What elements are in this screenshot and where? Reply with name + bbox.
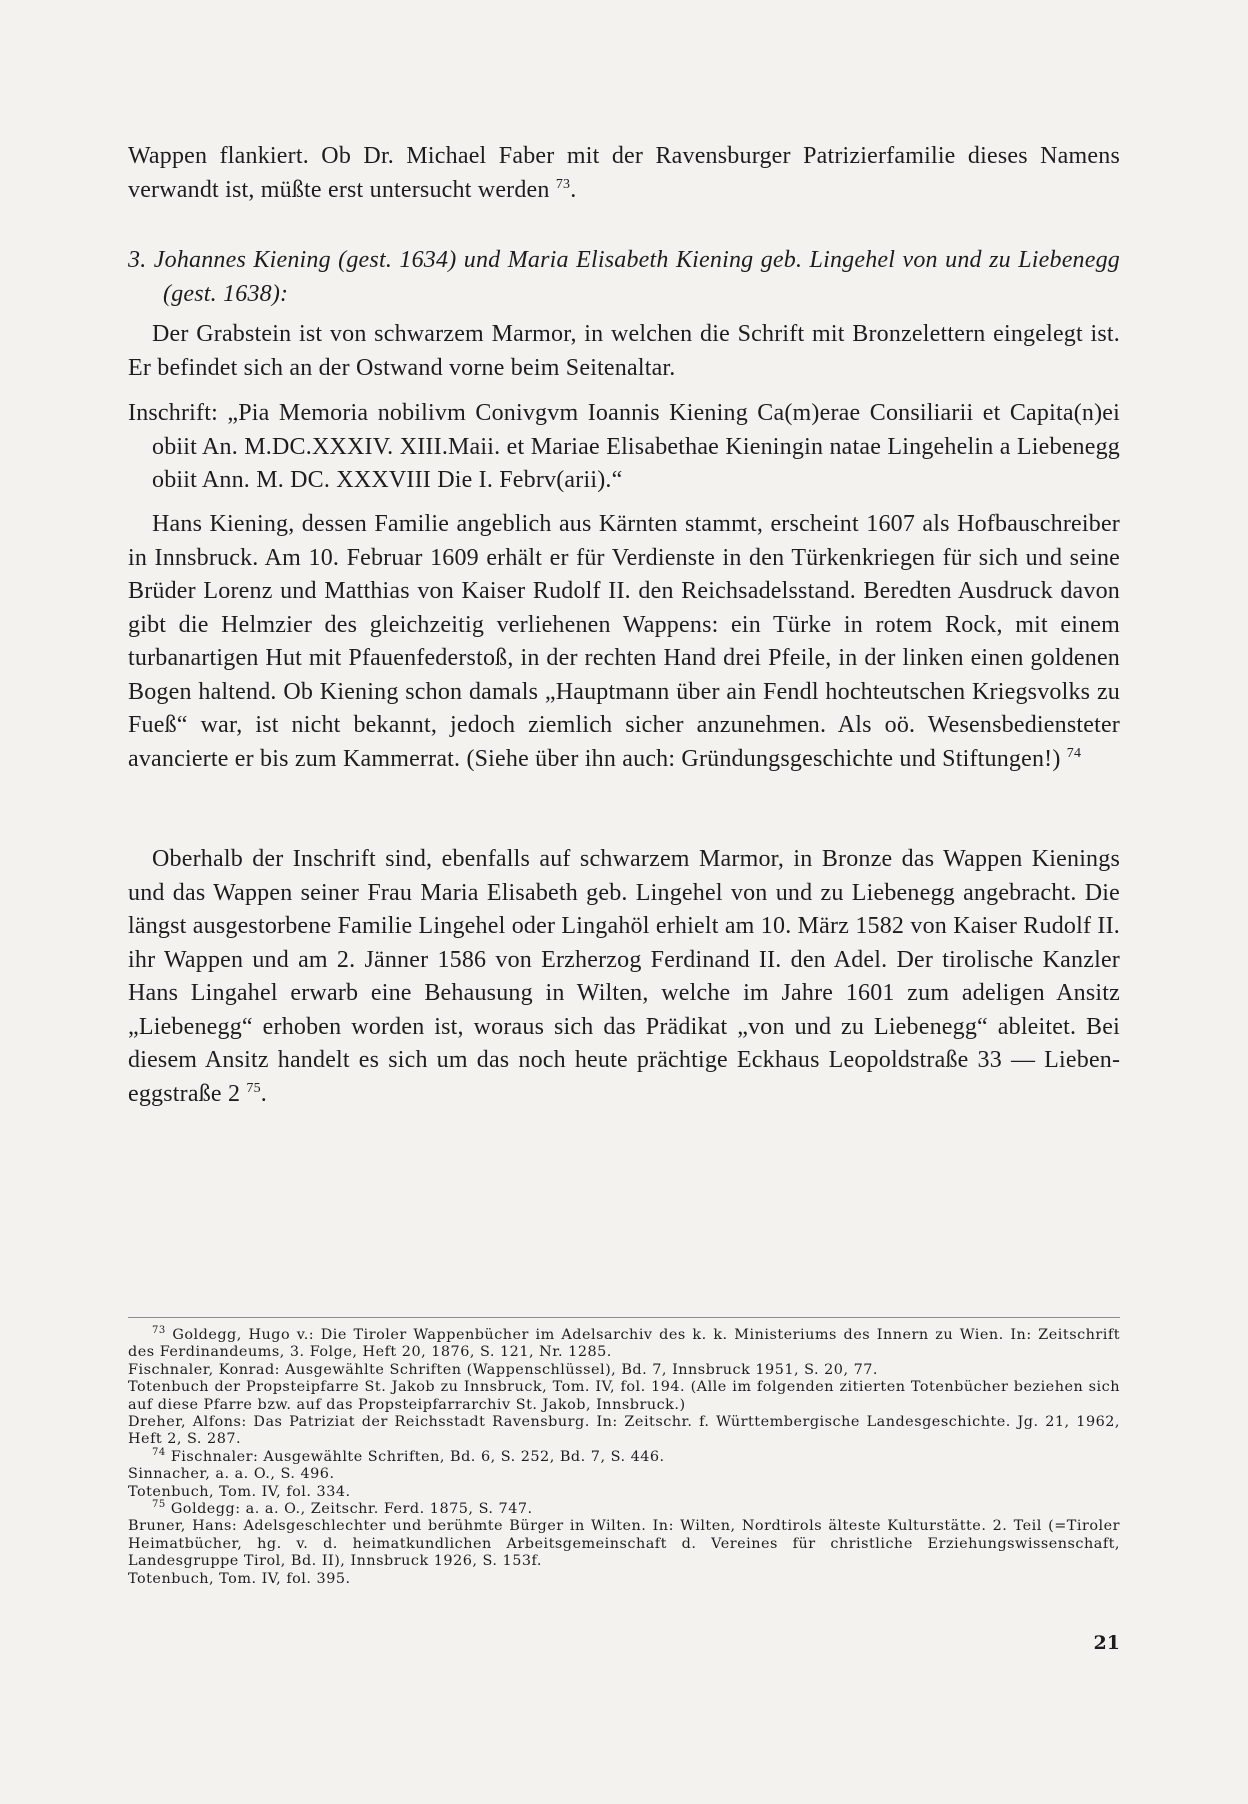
paragraph-inscription: [128, 397, 1120, 498]
paragraph-text: Der Grabstein ist von schwarzem Marmor, in welchen die Schrift mit Bronzelettern eingelegt ist. Er befindet sich an der Ostwand vorne beim Seitenaltar.: [128, 321, 1120, 381]
footnote-divider: [128, 1317, 1120, 1318]
footnote-text: Totenbuch, Tom. IV, fol. 395.: [128, 1570, 351, 1587]
footnote-entry: [128, 1362, 1120, 1379]
paragraph-text: Wappen flankiert. Ob Dr. Michael Faber mit der Ravensburger Patrizierfamilie dieses Namens verwandt ist, müßte erst untersucht werden: [128, 143, 1120, 203]
footnote-text: Goldegg: a. a. O., Zeitschr. Ferd. 1875, S. 747.: [170, 1501, 533, 1518]
footnote-entry: [128, 1379, 1120, 1414]
heading-text: 3. Johannes Kiening (gest. 1634) und Maria Elisabeth Kiening geb. Lingehel von und zu Liebenegg (gest. 1638):: [128, 247, 1120, 307]
footnote-text: Fischnaler: Ausgewählte Schriften, Bd. 6, S. 252, Bd. 7, S. 446.: [170, 1448, 665, 1465]
paragraph-coat-of-arms: [128, 843, 1120, 1111]
footnote-text: Totenbuch der Propsteipfarre St. Jakob zu Innsbruck, Tom. IV, fol. 194. (Alle im folgenden zitierten Totenbücher beziehen sich auf diese Pfarre bzw. auf das Propsteipfarrarchiv St. Jakob, Innsbruck.): [128, 1379, 1120, 1413]
paragraph-text: Hans Kiening, dessen Familie angeblich aus Kärnten stammt, erscheint 1607 als Hofbauschreiber in Innsbruck. Am 10. Februar 1609 erhält er für Verdienste in den Türkenkriegen für sich und seine Brüder Lorenz und Matthias von Kaiser Rudolf II. den Reichsadelsstand. Beredten Ausdruck davon gibt die Helmzier des gleichzeitig verliehenen Wappens: ein Türke in rotem Rock, mit einem turbanartigen Hut mit Pfauenfederstoß, in der rechten Hand drei Pfeile, in der linken einen goldenen Bogen haltend. Ob Kiening schon damals „Hauptmann über ain Fendl hochteutschen Kriegsvolks zu Fueß“ war, ist nicht bekannt, jedoch ziemlich sicher anzunehmen. Als oö. Wesensbediensteter avancierte er bis zum Kammerrat. (Siehe über ihn auch: Gründungsgeschichte und Stiftungen!): [128, 511, 1120, 772]
footnote-entry: [128, 1571, 1120, 1588]
footnote-ref: 75: [246, 1080, 261, 1096]
footnote-ref: 73: [555, 176, 571, 192]
footnote-number: 75: [152, 1499, 166, 1511]
footnote-entry: [128, 1449, 1120, 1466]
footnote-entry: [128, 1327, 1120, 1362]
footnote-ref: 74: [1066, 745, 1082, 761]
footnote-text: Sinnacher, a. a. O., S. 496.: [128, 1466, 335, 1483]
footnote-text: Totenbuch, Tom. IV, fol. 334.: [128, 1483, 351, 1500]
punctuation: .: [260, 1080, 267, 1107]
footnote-entry: [128, 1484, 1120, 1501]
paragraph-continuation: [128, 140, 1120, 207]
paragraph-text: Oberhalb der Inschrift sind, ebenfalls auf schwarzem Marmor, in Bronze das Wappen Kienings und das Wappen seiner Frau Maria Elisabeth geb. Lingehel von und zu Liebenegg angebracht. Die längst ausgestorbene Familie Lingehel oder Lingahöl erhielt am 10. März 1582 von Kaiser Rudolf II. ihr Wappen und am 2. Jänner 1586 von Erzherzog Ferdinand II. den Adel. Der tirolische Kanzler Hans Lingahel erwarb eine Behausung in Wilten, welche im Jahre 1601 zum adeligen Ansitz „Liebenegg“ erhoben worden ist, woraus sich das Prädikat „von und zu Liebenegg“ ableitet. Bei diesem Ansitz handelt es sich um das noch heute prächtige Eckhaus Leopoldstraße 33 — Liebeneggstraße 2: [128, 846, 1120, 1107]
footnote-number: 73: [152, 1325, 166, 1337]
footnote-entry: [128, 1414, 1120, 1449]
footnote-entry: [128, 1501, 1120, 1518]
footnote-entry: [128, 1466, 1120, 1483]
page-number: 21: [1093, 1632, 1120, 1654]
paragraph-hans-kiening: [128, 508, 1120, 776]
paragraph-gravestone: [128, 318, 1120, 385]
footnote-text: Dreher, Alfons: Das Patriziat der Reichsstadt Ravensburg. In: Zeitschr. f. Württembergische Landesgeschichte. Jg. 21, 1962, Heft 2, S. 287.: [128, 1414, 1120, 1448]
punctuation: .: [570, 176, 577, 203]
footnote-entry: [128, 1518, 1120, 1570]
footnote-text: Goldegg, Hugo v.: Die Tiroler Wappenbücher im Adelsarchiv des k. k. Ministeriums des Innern zu Wien. In: Zeitschrift des Ferdinandeums, 3. Folge, Heft 20, 1876, S. 121, Nr. 1285.: [128, 1327, 1120, 1361]
footnote-text: Fischnaler, Konrad: Ausgewählte Schriften (Wappenschlüssel), Bd. 7, Innsbruck 1951, S. 20, 77.: [128, 1361, 879, 1378]
inscription-text: Inschrift: „Pia Memoria nobilivm Conivgvm Ioannis Kiening Ca(m)erae Consiliarii et Capita(n)ei obiit An. M.DC.XXXIV. XIII.Maii. et Mariae Elisabethae Kieningin natae Lingehelin a Liebenegg obiit Ann. M. DC. XXXVIII Die I. Febrv(arii).“: [128, 400, 1120, 493]
footnotes: [128, 1327, 1120, 1588]
footnote-number: 74: [152, 1447, 166, 1459]
footnote-text: Bruner, Hans: Adelsgeschlechter und berühmte Bürger in Wilten. In: Wilten, Nordtirols älteste Kulturstätte. 2. Teil (=Tiroler Heimatbücher, hg. v. d. heimatkundlichen Arbeitsgemeinschaft d. Vereines für christliche Erziehungswissenschaft, Landesgruppe Tirol, Bd. II), Innsbruck 1926, S. 153f.: [128, 1518, 1120, 1570]
section-heading: [128, 244, 1120, 311]
